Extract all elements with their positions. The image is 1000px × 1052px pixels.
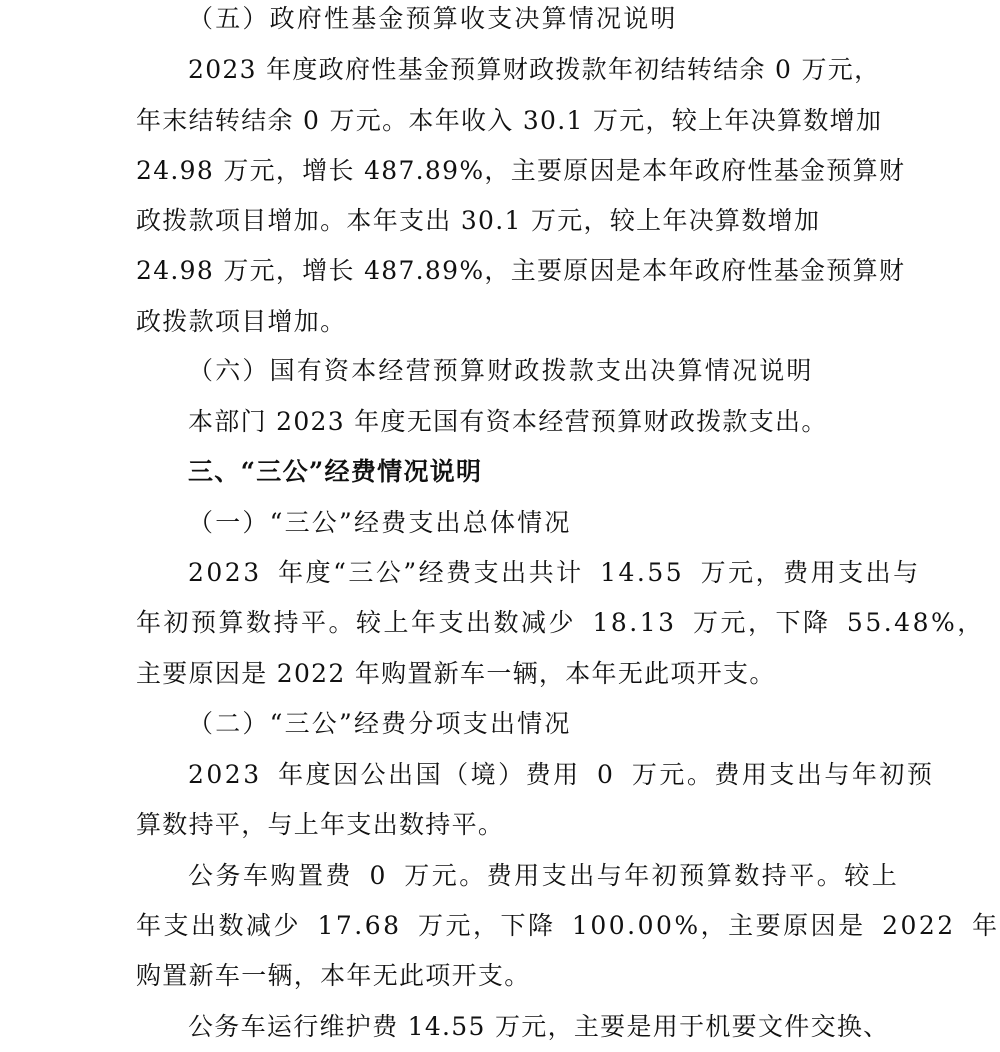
- paragraph-line: 购置新车一辆，本年无此项开支。: [136, 961, 531, 990]
- paragraph-line: 24.98 万元，增长 487.89%，主要原因是本年政府性基金预算财: [136, 256, 906, 285]
- section-heading-overall: （一）“三公”经费支出总体情况: [188, 508, 572, 537]
- section-heading-state-capital: （六）国有资本经营预算财政拨款支出决算情况说明: [188, 356, 814, 385]
- paragraph-line: 政拨款项目增加。: [136, 307, 347, 336]
- paragraph-line: 本部门 2023 年度无国有资本经营预算财政拨款支出。: [188, 407, 828, 436]
- paragraph-line: 年初预算数持平。较上年支出数减少 18.13 万元，下降 55.48%，: [136, 608, 985, 637]
- paragraph-line: 24.98 万元，增长 487.89%，主要原因是本年政府性基金预算财: [136, 156, 906, 185]
- section-heading-three-public: 三、“三公”经费情况说明: [188, 457, 483, 486]
- paragraph-line: 2023 年度“三公”经费支出共计 14.55 万元，费用支出与: [188, 558, 921, 587]
- paragraph-line: 公务车购置费 0 万元。费用支出与年初预算数持平。较上: [188, 861, 900, 890]
- paragraph-line: 2023 年度因公出国（境）费用 0 万元。费用支出与年初预: [188, 760, 935, 789]
- paragraph-line: 主要原因是 2022 年购置新车一辆，本年无此项开支。: [136, 659, 776, 688]
- paragraph-line: 2023 年度政府性基金预算财政拨款年初结转结余 0 万元，: [188, 55, 881, 84]
- paragraph-line: 算数持平，与上年支出数持平。: [136, 810, 505, 839]
- paragraph-line: 年末结转结余 0 万元。本年收入 30.1 万元，较上年决算数增加: [136, 106, 883, 135]
- paragraph-line: 政拨款项目增加。本年支出 30.1 万元，较上年决算数增加: [136, 206, 821, 235]
- paragraph-line: 年支出数减少 17.68 万元，下降 100.00%，主要原因是 2022 年: [136, 911, 1000, 940]
- paragraph-line: 公务车运行维护费 14.55 万元，主要是用于机要文件交换、: [188, 1012, 890, 1041]
- section-heading-itemized: （二）“三公”经费分项支出情况: [188, 709, 572, 738]
- section-heading-government-fund: （五）政府性基金预算收支决算情况说明: [188, 4, 678, 33]
